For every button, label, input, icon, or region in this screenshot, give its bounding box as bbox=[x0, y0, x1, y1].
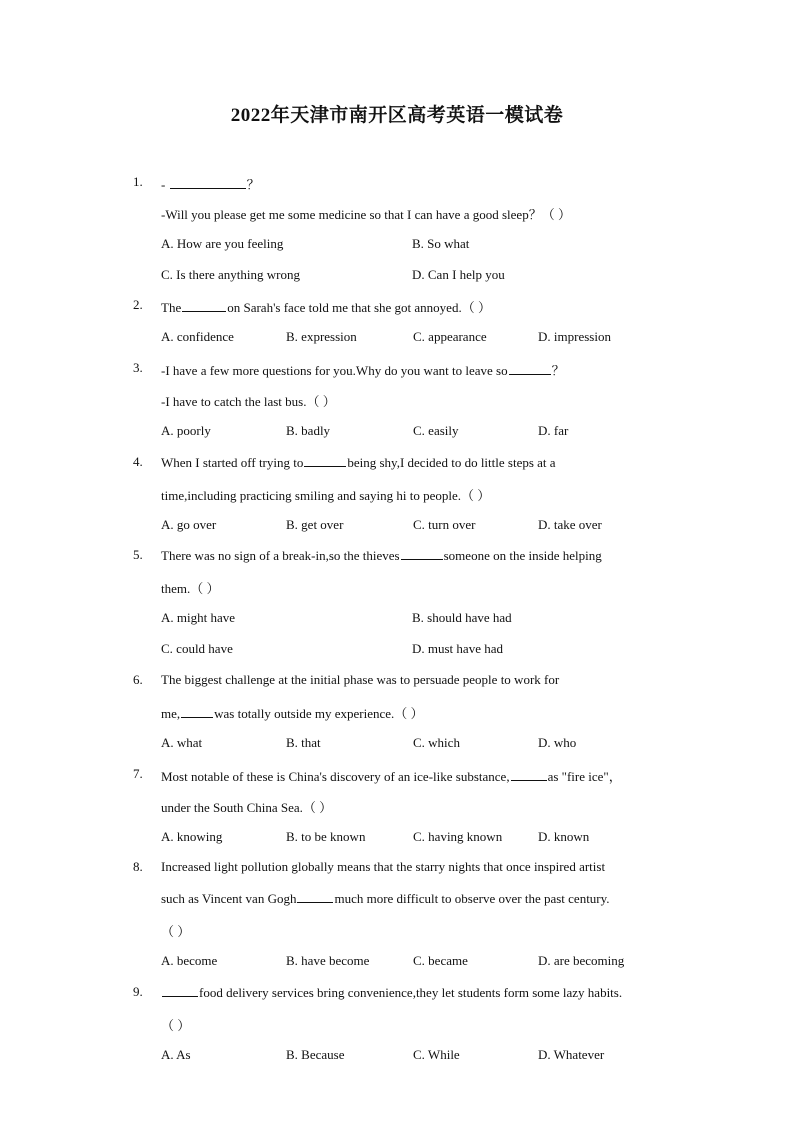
question-text-line bbox=[161, 360, 565, 379]
question-number: 4. bbox=[133, 454, 143, 469]
answer-option-c[interactable]: C. easily bbox=[413, 423, 459, 438]
question-text: There was no sign of a break-in,so the thieves bbox=[161, 548, 400, 563]
question-text-line bbox=[161, 672, 559, 688]
question-text-line bbox=[161, 391, 336, 410]
question-text: The biggest challenge at the initial phase was to persuade people to work for bbox=[161, 672, 560, 687]
question-number: 1. bbox=[133, 174, 143, 189]
question-text-line bbox=[161, 204, 571, 223]
question-text: （ ） bbox=[161, 924, 191, 939]
question-text: food delivery services bring convenience,they let students form some lazy habits. bbox=[199, 985, 623, 1000]
answer-blank bbox=[297, 890, 333, 903]
question-number: 2. bbox=[133, 297, 143, 312]
answer-blank bbox=[182, 299, 226, 312]
question-text: - bbox=[161, 177, 169, 192]
question-text: The bbox=[161, 300, 182, 315]
answer-option-c[interactable]: C. could have bbox=[161, 641, 233, 656]
answer-option-b[interactable]: B. get over bbox=[286, 517, 344, 532]
question-text: Most notable of these is China's discovery of an ice-like substance, bbox=[161, 769, 510, 784]
answer-option-c[interactable]: C. appearance bbox=[413, 329, 487, 344]
question-number: 5. bbox=[133, 547, 143, 562]
answer-option-a[interactable]: A. what bbox=[161, 735, 203, 750]
question-text-line bbox=[161, 766, 622, 785]
answer-option-d[interactable]: D. must have had bbox=[412, 641, 503, 656]
answer-option-c[interactable]: C. Is there anything wrong bbox=[161, 267, 301, 282]
answer-option-b[interactable]: B. expression bbox=[286, 329, 357, 344]
answer-blank bbox=[181, 705, 213, 718]
answer-option-c[interactable]: C. turn over bbox=[413, 517, 476, 532]
answer-option-b[interactable]: B. to be known bbox=[286, 829, 366, 844]
answer-option-d[interactable]: D. Can I help you bbox=[412, 267, 505, 282]
answer-option-c[interactable]: C. having known bbox=[413, 829, 503, 844]
question-text-line bbox=[161, 984, 622, 1001]
answer-option-c[interactable]: C. which bbox=[413, 735, 460, 750]
answer-option-a[interactable]: A. knowing bbox=[161, 829, 223, 844]
question-text: ？ bbox=[551, 363, 565, 378]
question-text-line bbox=[161, 1015, 190, 1034]
question-text: When I started off trying to bbox=[161, 455, 304, 470]
answer-option-a[interactable]: A. How are you feeling bbox=[161, 236, 284, 251]
answer-option-a[interactable]: A. become bbox=[161, 953, 218, 968]
answer-option-b[interactable]: B. badly bbox=[286, 423, 331, 438]
answer-option-d[interactable]: D. take over bbox=[538, 517, 602, 532]
question-text: them.（ ） bbox=[161, 581, 220, 596]
question-text-line bbox=[161, 174, 260, 193]
answer-option-a[interactable]: A. As bbox=[161, 1047, 191, 1062]
question-text-line bbox=[161, 890, 610, 907]
question-text-line bbox=[161, 578, 220, 597]
answer-option-d[interactable]: D. known bbox=[538, 829, 590, 844]
question-text: as "fire ice"， bbox=[547, 769, 622, 784]
question-number: 8. bbox=[133, 859, 143, 874]
answer-blank bbox=[170, 176, 246, 189]
answer-option-a[interactable]: A. go over bbox=[161, 517, 217, 532]
question-text: someone on the inside helping bbox=[443, 548, 602, 563]
question-text-line bbox=[161, 703, 424, 722]
question-text-line bbox=[161, 859, 605, 875]
answer-option-d[interactable]: D. are becoming bbox=[538, 953, 625, 968]
question-number: 9. bbox=[133, 984, 143, 999]
question-text-line bbox=[161, 921, 190, 940]
answer-blank bbox=[304, 454, 346, 467]
answer-option-d[interactable]: D. impression bbox=[538, 329, 611, 344]
answer-option-b[interactable]: B. So what bbox=[412, 236, 470, 251]
question-number: 3. bbox=[133, 360, 143, 375]
question-text: on Sarah's face told me that she got annoyed.（ ） bbox=[227, 300, 491, 315]
answer-option-b[interactable]: B. Because bbox=[286, 1047, 345, 1062]
answer-option-a[interactable]: A. poorly bbox=[161, 423, 211, 438]
answer-option-c[interactable]: C. While bbox=[413, 1047, 460, 1062]
answer-blank bbox=[401, 547, 443, 560]
question-text: me, bbox=[161, 706, 181, 721]
answer-option-b[interactable]: B. have become bbox=[286, 953, 370, 968]
answer-option-a[interactable]: A. confidence bbox=[161, 329, 234, 344]
answer-option-a[interactable]: A. might have bbox=[161, 610, 236, 625]
answer-blank bbox=[162, 984, 198, 997]
answer-blank bbox=[511, 768, 547, 781]
answer-option-b[interactable]: B. should have had bbox=[412, 610, 512, 625]
question-text: was totally outside my experience.（ ） bbox=[214, 706, 424, 721]
question-text: much more difficult to observe over the past century. bbox=[334, 891, 610, 906]
question-text: Increased light pollution globally means that the starry nights that once inspired artist bbox=[161, 859, 606, 874]
question-text: under the South China Sea.（ ） bbox=[161, 800, 333, 815]
question-text: such as Vincent van Gogh bbox=[161, 891, 297, 906]
answer-option-d[interactable]: D. who bbox=[538, 735, 577, 750]
question-text-line bbox=[161, 297, 491, 316]
answer-option-c[interactable]: C. became bbox=[413, 953, 468, 968]
question-text: -I have a few more questions for you.Why do you want to leave so bbox=[161, 363, 508, 378]
question-text: （ ） bbox=[161, 1018, 191, 1033]
question-text: -I have to catch the last bus.（ ） bbox=[161, 394, 336, 409]
answer-option-d[interactable]: D. Whatever bbox=[538, 1047, 605, 1062]
answer-blank bbox=[509, 362, 551, 375]
question-text: time,including practicing smiling and saying hi to people.（ ） bbox=[161, 488, 491, 503]
question-text: -Will you please get me some medicine so that I can have a good sleep？（ ） bbox=[161, 207, 571, 222]
question-text-line bbox=[161, 485, 490, 504]
question-text: being shy,I decided to do little steps at a bbox=[347, 455, 556, 470]
question-text-line bbox=[161, 797, 332, 816]
answer-option-b[interactable]: B. that bbox=[286, 735, 321, 750]
question-text: ？ bbox=[246, 177, 260, 192]
question-text-line bbox=[161, 454, 556, 471]
question-text-line bbox=[161, 547, 602, 564]
page-title: 2022年天津市南开区高考英语一模试卷 bbox=[230, 105, 564, 126]
question-number: 6. bbox=[133, 672, 143, 687]
question-number: 7. bbox=[133, 766, 143, 781]
answer-option-d[interactable]: D. far bbox=[538, 423, 569, 438]
